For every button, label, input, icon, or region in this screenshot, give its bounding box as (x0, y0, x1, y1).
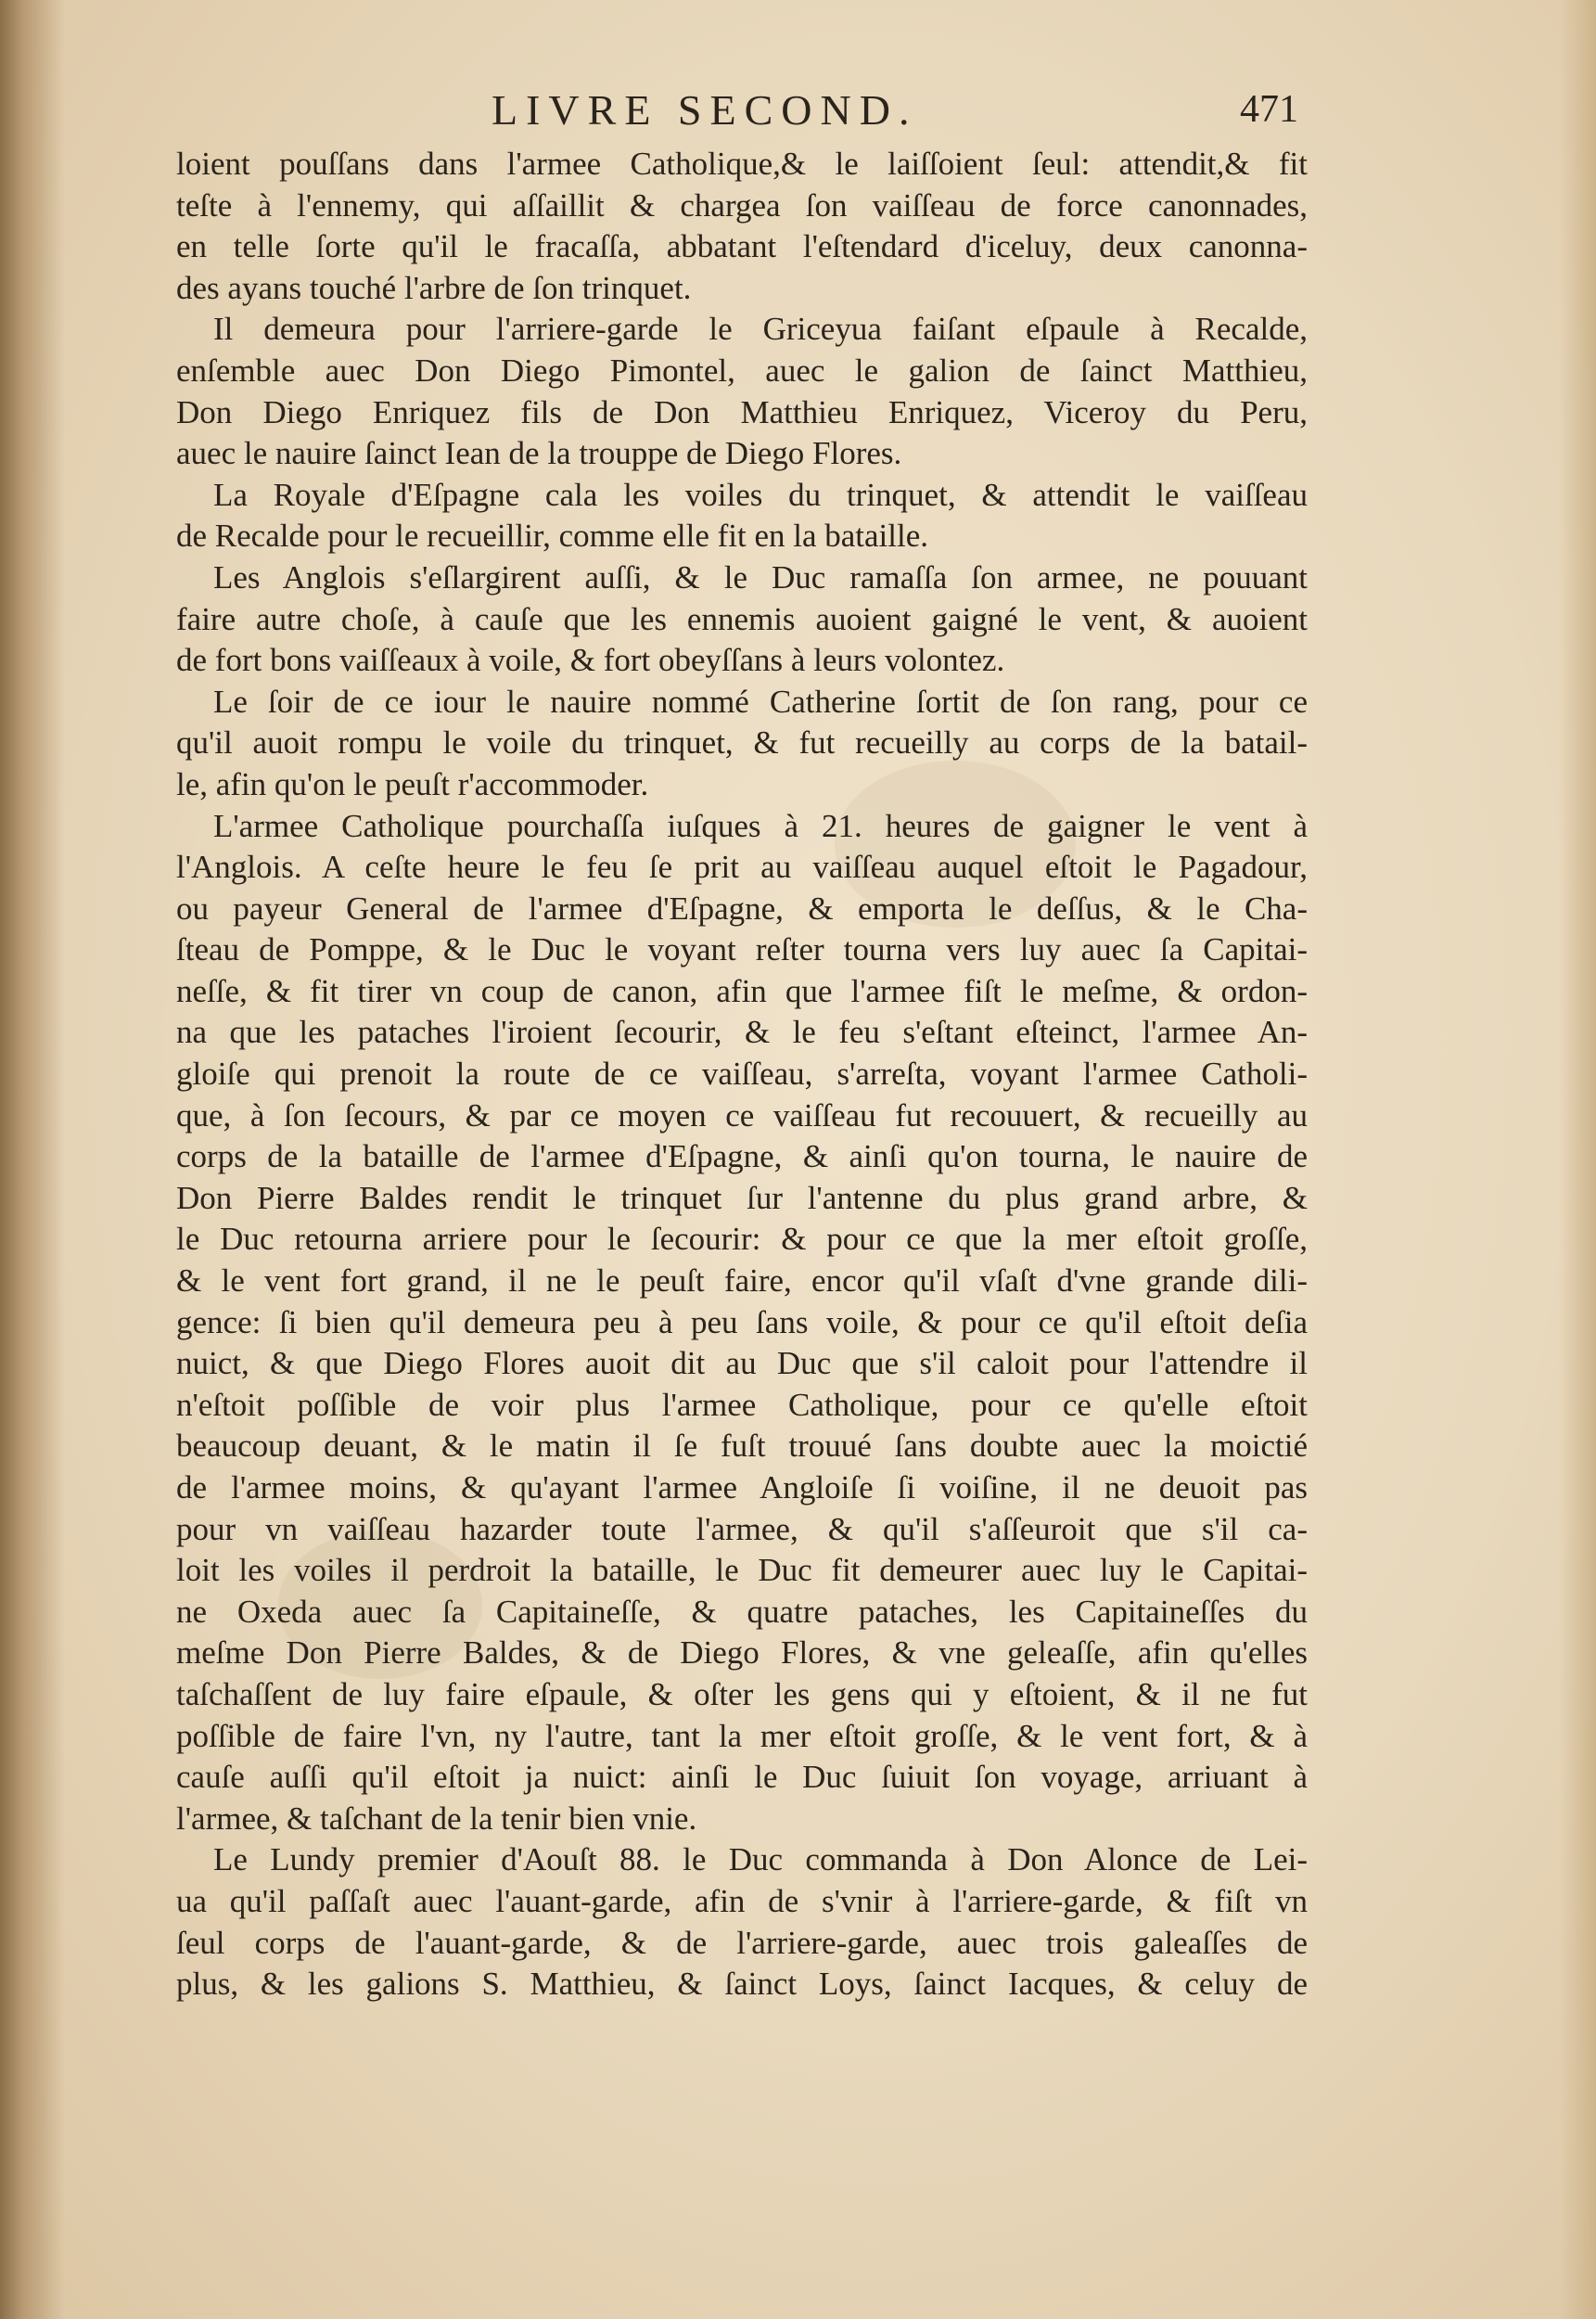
text-line: ua qu'il paſſaſt auec l'auant-garde, afin de s'vnir à l'arriere-garde, & fiſt vn (176, 1882, 1308, 1919)
text-line: pour vn vaiſſeau hazarder toute l'armee, & qu'il s'aſſeuroit que s'il ca- (176, 1510, 1308, 1547)
text-line: gence: ſi bien qu'il demeura peu à peu ſans voile, & pour ce qu'il eſtoit deſia (176, 1303, 1308, 1340)
text-line: neſſe, & fit tirer vn coup de canon, afin que l'armee fiſt le meſme, & ordon- (176, 972, 1308, 1009)
text-line: beaucoup deuant, & le matin il ſe fuſt trouué ſans doubte auec la moictié (176, 1428, 1308, 1465)
page-edge-shadow (1559, 0, 1596, 2319)
text-line: Il demeura pour l'arriere-garde le Griceyua faiſant eſpaule à Recalde, (213, 311, 1308, 348)
text-line: de l'armee moins, & qu'ayant l'armee Angloiſe ſi voiſine, il ne deuoit pas (176, 1469, 1308, 1505)
text-line: l'armee, & taſchant de la tenir bien vnie. (176, 1800, 697, 1837)
page-header (176, 85, 1298, 141)
text-line: La Royale d'Eſpagne cala les voiles du trinquet, & attendit le vaiſſeau (213, 476, 1308, 513)
text-line: & le vent fort grand, il ne le peuſt faire, encor qu'il vſaſt d'vne grande dili- (176, 1262, 1308, 1300)
text-line: Les Anglois s'eſlargirent auſſi, & le Duc ramaſſa ſon armee, ne pouuant (213, 558, 1308, 596)
text-line: gloiſe qui prenoit la route de ce vaiſſeau, s'arreſta, voyant l'armee Catholi- (176, 1056, 1308, 1093)
text-line: teſte à l'ennemy, qui aſſaillit & chargea ſon vaiſſeau de force canonnades, (176, 186, 1308, 224)
text-line: de Recalde pour le recueillir, comme elle fit en la bataille. (176, 518, 928, 555)
text-line: taſchaſſent de luy faire eſpaule, & oſter les gens qui y eſtoient, & il ne fut (176, 1675, 1308, 1712)
text-line: l'Anglois. A ceſte heure le feu ſe prit au vaiſſeau auquel eſtoit le Pagadour, (176, 849, 1308, 886)
text-line: Don Diego Enriquez fils de Don Matthieu Enriquez, Viceroy du Peru, (176, 393, 1308, 430)
text-line: na que les pataches l'iroient ſecourir, & le feu s'eſtant eſteinct, l'armee An- (176, 1014, 1308, 1051)
text-line: de fort bons vaiſſeaux à voile, & fort obeyſſans à leurs volontez. (176, 642, 1005, 679)
text-line: poſſible de faire l'vn, ny l'autre, tant la mer eſtoit groſſe, & le vent fort, & à (176, 1717, 1308, 1754)
text-line: Don Pierre Baldes rendit le trinquet ſur l'antenne du plus grand arbre, & (176, 1179, 1308, 1216)
text-line: Le ſoir de ce iour le nauire nommé Catherine ſortit de ſon rang, pour ce (213, 683, 1308, 720)
text-line: cauſe auſſi qu'il eſtoit ja nuict: ainſi le Duc ſuiuit ſon voyage, arriuant à (176, 1759, 1308, 1796)
text-line: enſemble auec Don Diego Pimontel, auec le galion de ſainct Matthieu, (176, 352, 1308, 389)
page-number: 471 (1240, 88, 1298, 131)
text-line: loit les voiles il perdroit la bataille, le Duc fit demeurer auec luy le Capitai- (176, 1552, 1308, 1589)
text-line: corps de la bataille de l'armee d'Eſpagne, & ainſi qu'on tourna, le nauire de (176, 1138, 1308, 1175)
running-title: LIVRE SECOND. (492, 86, 918, 134)
text-line: meſme Don Pierre Baldes, & de Diego Flores, & vne geleaſſe, afin qu'elles (176, 1634, 1308, 1672)
page-gutter-shadow (0, 0, 65, 2319)
text-line: auec le nauire ſainct Iean de la trouppe de Diego Flores. (176, 435, 902, 472)
text-line: le Duc retourna arriere pour le ſecourir: & pour ce que la mer eſtoit groſſe, (176, 1221, 1308, 1258)
text-line: des ayans touché l'arbre de ſon trinquet. (176, 269, 692, 306)
text-line: le, afin qu'on le peuſt r'accommoder. (176, 765, 649, 802)
text-line: L'armee Catholique pourchaſſa iuſques à 21. heures de gaigner le vent à (213, 807, 1308, 844)
text-line: faire autre choſe, à cauſe que les ennemis auoient gaigné le vent, & auoient (176, 600, 1308, 637)
text-line: ſteau de Pomppe, & le Duc le voyant reſter tourna vers luy auec ſa Capitai- (176, 931, 1308, 968)
text-line: n'eſtoit poſſible de voir plus l'armee Catholique, pour ce qu'elle eſtoit (176, 1386, 1308, 1423)
text-line: plus, & les galions S. Matthieu, & ſainct Loys, ſainct Iacques, & celuy de (176, 1966, 1308, 2003)
text-line: que, à ſon ſecours, & par ce moyen ce vaiſſeau fut recouuert, & recueilly au (176, 1096, 1308, 1134)
text-line: en telle ſorte qu'il le fracaſſa, abbatant l'eſtendard d'iceluy, deux canonna- (176, 228, 1308, 265)
text-line: ou payeur General de l'armee d'Eſpagne, & emporta le deſſus, & le Cha- (176, 890, 1308, 927)
text-line: loient pouſſans dans l'armee Catholique,& le laiſſoient ſeul: attendit,& fit (176, 146, 1308, 182)
text-line: nuict, & que Diego Flores auoit dit au Duc que s'il caloit pour l'attendre il (176, 1345, 1308, 1382)
text-line: qu'il auoit rompu le voile du trinquet, & fut recueilly au corps de la batail- (176, 724, 1308, 762)
text-line: Le Lundy premier d'Aouſt 88. le Duc commanda à Don Alonce de Lei- (213, 1841, 1308, 1878)
text-line: ſeul corps de l'auant-garde, & de l'arriere-garde, auec trois galeaſſes de (176, 1924, 1308, 1961)
body-text (176, 144, 1308, 2005)
text-line: ne Oxeda auec ſa Capitaineſſe, & quatre pataches, les Capitaineſſes du (176, 1593, 1308, 1630)
